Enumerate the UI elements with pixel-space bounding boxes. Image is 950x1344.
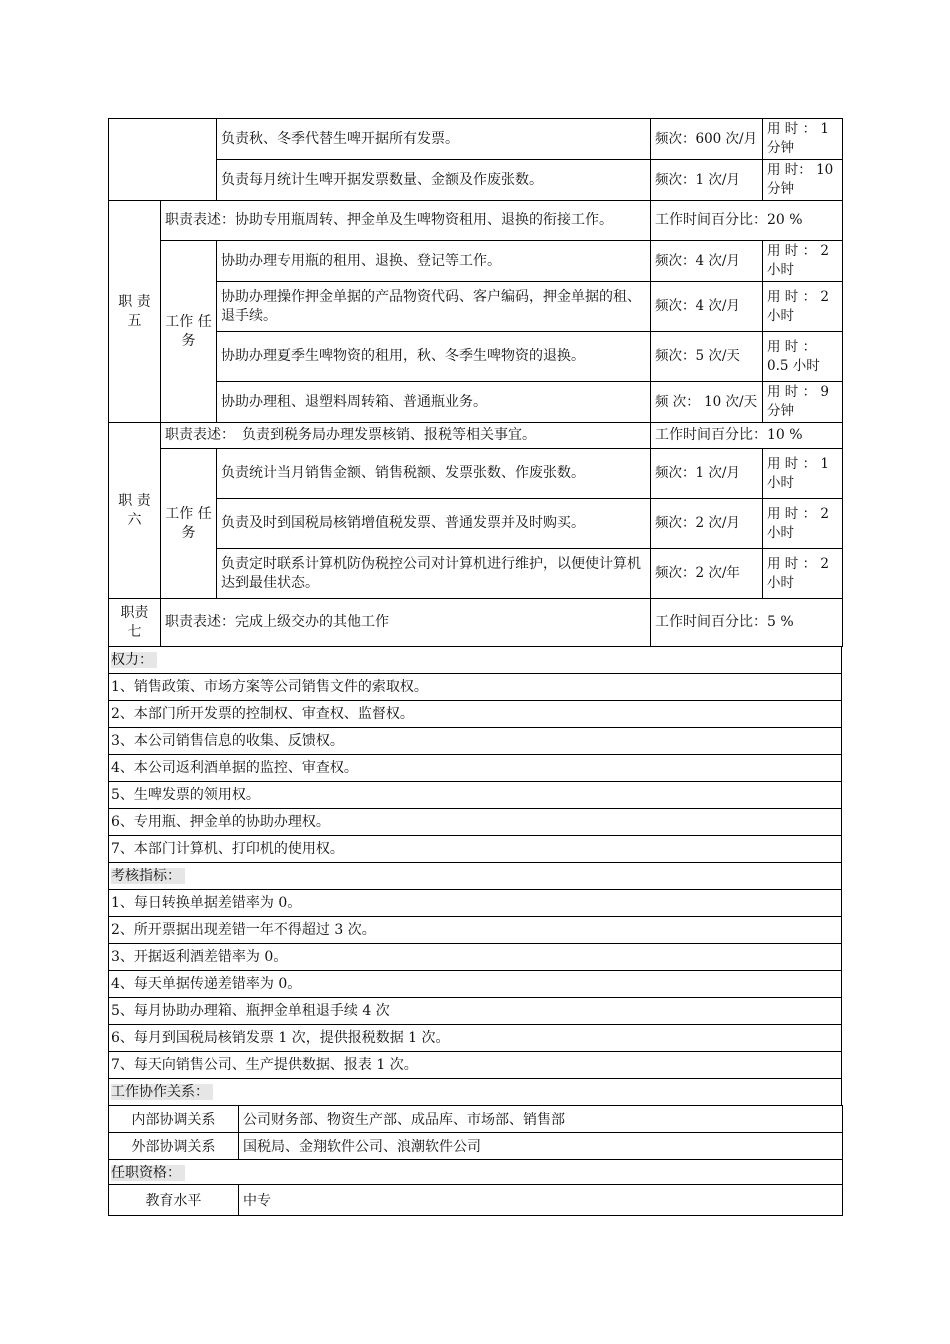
- duties-table: [108, 118, 843, 647]
- task-text: 协助办理专用瓶的租用、退换、登记等工作。: [217, 241, 651, 282]
- power-item: 6、专用瓶、押金单的协助办理权。: [109, 809, 842, 836]
- task-duration: 用 时 ： 1 分钟: [763, 119, 843, 160]
- task-text: 负责每月统计生啤开据发票数量、金额及作废张数。: [217, 160, 651, 201]
- duty-description-row: [109, 599, 843, 647]
- job-description-document: [108, 118, 842, 1216]
- task-frequency: 频次：5 次/天: [651, 332, 763, 382]
- kpi-item: 2、所开票据出现差错一年不得超过 3 次。: [109, 917, 842, 944]
- task-text: 负责统计当月销售金额、销售税额、发票张数、作废张数。: [217, 449, 651, 499]
- task-text: 负责及时到国税局核销增值税发票、普通发票并及时购买。: [217, 499, 651, 549]
- relations-heading: 工作协作关系：: [109, 1079, 842, 1106]
- task-duration: 用 时 ： 2 小时: [763, 499, 843, 549]
- power-item: 3、本公司销售信息的收集、反馈权。: [109, 728, 842, 755]
- relation-value: 公司财务部、物资生产部、成品库、市场部、销售部: [239, 1106, 843, 1133]
- task-row: [109, 282, 843, 332]
- qualification-label: 教育水平: [109, 1185, 239, 1216]
- kpi-item: 5、每月协助办理箱、瓶押金单租退手续 4 次: [109, 998, 842, 1025]
- task-frequency: 频 次： 10 次/天: [651, 382, 763, 423]
- task-duration: 用 时 ： 0.5 小时: [763, 332, 843, 382]
- duty7-percent: 工作时间百分比：5 %: [651, 599, 843, 647]
- power-item: 4、本公司返利酒单据的监控、审查权。: [109, 755, 842, 782]
- empty-label-cell: [109, 119, 217, 201]
- duty6-task-label: 工作 任务: [161, 449, 217, 599]
- powers-heading: 权力：: [109, 647, 842, 674]
- duty7-label: 职责 七: [109, 599, 161, 647]
- info-table: [108, 646, 842, 1106]
- kpi-item: 3、开据返利酒差错率为 0。: [109, 944, 842, 971]
- task-frequency: 频次：1 次/月: [651, 160, 763, 201]
- duty5-label: 职 责 五: [109, 201, 161, 423]
- task-frequency: 频次：600 次/月: [651, 119, 763, 160]
- task-frequency: 频次：2 次/年: [651, 549, 763, 599]
- qualifications-heading: 任职资格：: [109, 1160, 843, 1185]
- task-row: [109, 549, 843, 599]
- task-duration: 用 时 ： 2 小时: [763, 549, 843, 599]
- task-row: [109, 241, 843, 282]
- relation-label: 外部协调关系: [109, 1133, 239, 1160]
- task-text: 协助办理租、退塑料周转箱、普通瓶业务。: [217, 382, 651, 423]
- task-duration: 用 时： 10 分钟: [763, 160, 843, 201]
- task-row: [109, 449, 843, 499]
- duty6-percent: 工作时间百分比：10 %: [651, 423, 843, 449]
- task-duration: 用 时 ： 2 小时: [763, 241, 843, 282]
- task-row: [109, 382, 843, 423]
- power-item: 2、本部门所开发票的控制权、审查权、监督权。: [109, 701, 842, 728]
- power-item: 1、销售政策、市场方案等公司销售文件的索取权。: [109, 674, 842, 701]
- task-text: 协助办理夏季生啤物资的租用，秋、冬季生啤物资的退换。: [217, 332, 651, 382]
- task-duration: 用 时 ： 2 小时: [763, 282, 843, 332]
- duty-description-row: [109, 201, 843, 241]
- task-text: 负责秋、冬季代替生啤开据所有发票。: [217, 119, 651, 160]
- relation-label: 内部协调关系: [109, 1106, 239, 1133]
- relation-value: 国税局、金翔软件公司、浪潮软件公司: [239, 1133, 843, 1160]
- duty-description-row: [109, 423, 843, 449]
- task-frequency: 频次：4 次/月: [651, 241, 763, 282]
- task-duration: 用 时 ： 1 小时: [763, 449, 843, 499]
- duty6-label: 职 责 六: [109, 423, 161, 599]
- task-frequency: 频次：4 次/月: [651, 282, 763, 332]
- task-row: [109, 499, 843, 549]
- task-text: 负责定时联系计算机防伪税控公司对计算机进行维护，以便使计算机达到最佳状态。: [217, 549, 651, 599]
- duty5-description: 职责表述：协助专用瓶周转、押金单及生啤物资租用、退换的衔接工作。: [161, 201, 651, 241]
- kpi-item: 4、每天单据传递差错率为 0。: [109, 971, 842, 998]
- task-text: 协助办理操作押金单据的产品物资代码、客户编码，押金单据的租、退手续。: [217, 282, 651, 332]
- kpi-item: 1、每日转换单据差错率为 0。: [109, 890, 842, 917]
- kpi-item: 7、每天向销售公司、生产提供数据、报表 1 次。: [109, 1052, 842, 1079]
- duty5-task-label: 工作 任务: [161, 241, 217, 423]
- kpi-heading: 考核指标：: [109, 863, 842, 890]
- task-frequency: 频次：1 次/月: [651, 449, 763, 499]
- task-row: [109, 119, 843, 160]
- duty5-percent: 工作时间百分比：20 %: [651, 201, 843, 241]
- relations-table: [108, 1105, 843, 1216]
- task-frequency: 频次：2 次/月: [651, 499, 763, 549]
- duty6-description: 职责表述： 负责到税务局办理发票核销、报税等相关事宜。: [161, 423, 651, 449]
- power-item: 7、本部门计算机、打印机的使用权。: [109, 836, 842, 863]
- task-duration: 用 时 ： 9 分钟: [763, 382, 843, 423]
- task-row: [109, 332, 843, 382]
- kpi-item: 6、每月到国税局核销发票 1 次，提供报税数据 1 次。: [109, 1025, 842, 1052]
- qualification-value: 中专: [239, 1185, 843, 1216]
- duty7-description: 职责表述：完成上级交办的其他工作: [161, 599, 651, 647]
- power-item: 5、生啤发票的领用权。: [109, 782, 842, 809]
- task-row: [109, 160, 843, 201]
